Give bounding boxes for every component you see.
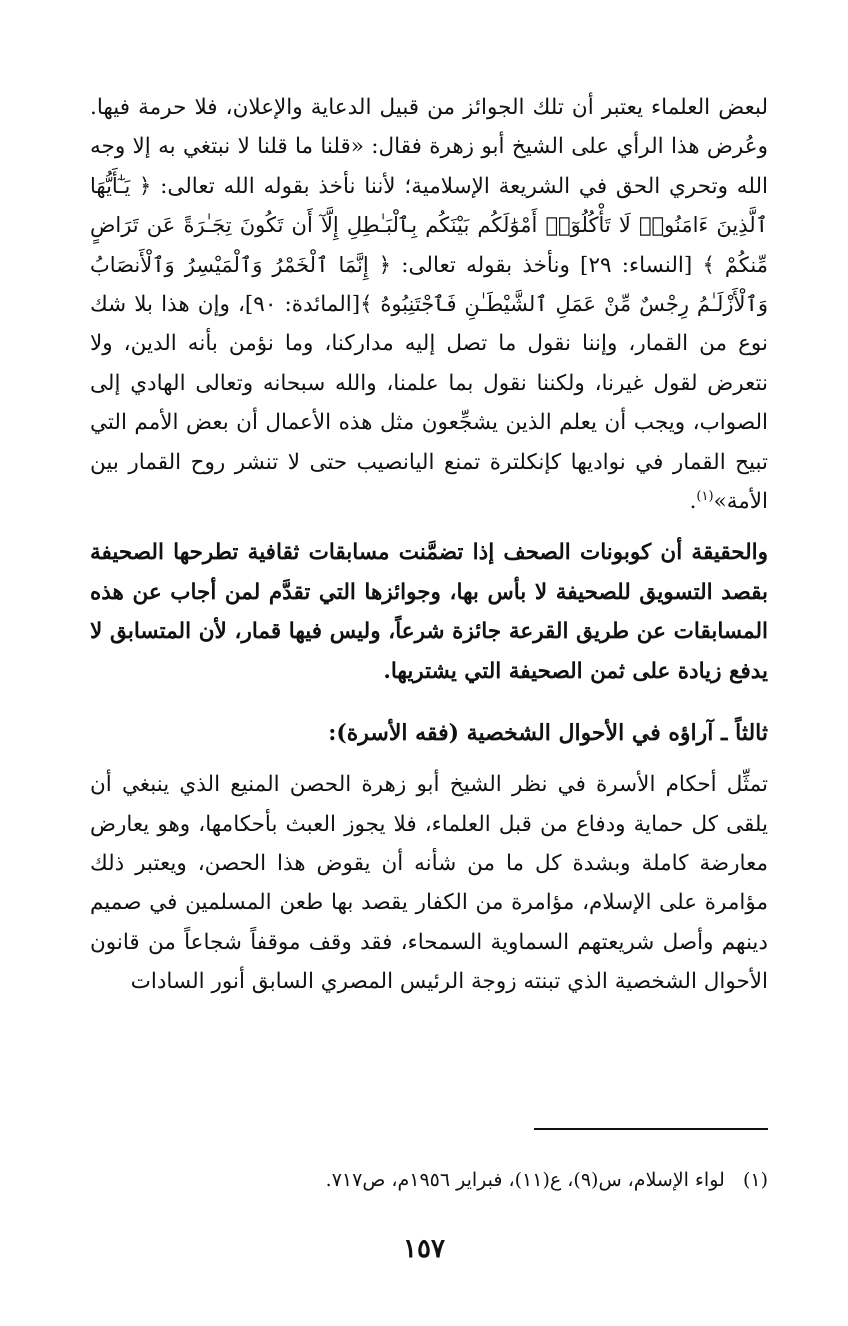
footnote-reference: (١) (696, 488, 714, 504)
quran-verse-maidah: ﴿ إِنَّمَا ٱلْخَمْرُ وَٱلْمَيْسِرُ وَٱلْأَنصَابُ وَٱلْأَزْلَـٰمُ رِجْسٌ مِّنْ عَمَلِ ٱلشَّيْطَـٰنِ فَٱجْتَنِبُوهُ ﴾ (90, 252, 768, 317)
para1-text-2: [النساء: ٢٩] ونأخذ بقوله تعالى: (401, 252, 693, 278)
para1-text-3: [المائدة: ٩٠]، وإن هذا بلا شك نوع من القمار، وإننا نقول ما تصل إليه مداركنا، وما نؤمن بأنه الدين، ولا نتعرض لقول غيرنا، ولكننا نقول بما علمنا، والله سبحانه وتعالى الهادي إلى الصواب، ويجب أن يعلم الذين يشجِّعون مثل هذه الأعمال أن بعض الأمم التي تبيح القمار في نواديها كإنكلترة تمنع اليانصيب حتى لا تنشر روح القمار بين الأمة» (90, 292, 768, 515)
footnote-marker: (١) (742, 1169, 768, 1191)
paragraph-quote (90, 88, 768, 521)
footnote-divider (534, 1128, 768, 1130)
page-number: ١٥٧ (403, 1234, 445, 1264)
section-heading: ثالثاً ـ آراؤه في الأحوال الشخصية (فقه الأسرة): (328, 720, 768, 747)
para1-text-4: . (689, 489, 697, 515)
footnote (90, 1165, 768, 1195)
footnote-text: لواء الإسلام، س(٩)، ع(١١)، فبراير ١٩٥٦م، ص٧١٧. (325, 1169, 725, 1191)
page-body (90, 88, 768, 1002)
quran-verse-nisa: ﴿ يَـٰٓأَيُّهَا ٱلَّذِينَ ءَامَنُوا۟ لَا تَأْكُلُوٓا۟ أَمْوَٰلَكُم بَيْنَكُم بِٱلْبَـٰطِلِ إِلَّآ أَن تَكُونَ تِجَـٰرَةً عَن تَرَاضٍ مِّنكُمْ ﴾ (90, 173, 768, 277)
para1-text-1: لبعض العلماء يعتبر أن تلك الجوائز من قبيل الدعاية والإعلان، فلا حرمة فيها. وعُرض هذا الرأي على الشيخ أبو زهرة فقال: «قلنا ما قلنا لا نبتغي به إلا وجه الله وتحري الحق في الشريعة الإسلامية؛ لأننا نأخذ بقوله الله تعالى: (90, 95, 768, 199)
paragraph-family-law: تمثِّل أحكام الأسرة في نظر الشيخ أبو زهرة الحصن المنيع الذي ينبغي أن يلقى كل حماية ودفاع من قبل العلماء، فلا يجوز العبث بأحكامها، وهو يعارض معارضة كاملة وبشدة كل ما من شأنه أن يقوض هذا الحصن، ويعتبر ذلك مؤامرة على الإسلام، مؤامرة من الكفار يقصد بها طعن المسلمين في صميم دينهم وأصل شريعتهم السماوية السمحاء، فقد وقف موقفاً شجاعاً من قانون الأحوال الشخصية الذي تبنته زوجة الرئيس المصري السابق أنور السادات (90, 772, 768, 995)
paragraph-conclusion: والحقيقة أن كوبونات الصحف إذا تضمَّنت مسابقات ثقافية تطرحها الصحيفة بقصد التسويق للصحيفة لا بأس بها، وجوائزها التي تقدَّم لمن أجاب عن هذه المسابقات عن طريق القرعة جائزة شرعاً، وليس فيها قمار، لأن المتسابق لا يدفع زيادة على ثمن الصحيفة التي يشتريها. (90, 540, 768, 684)
